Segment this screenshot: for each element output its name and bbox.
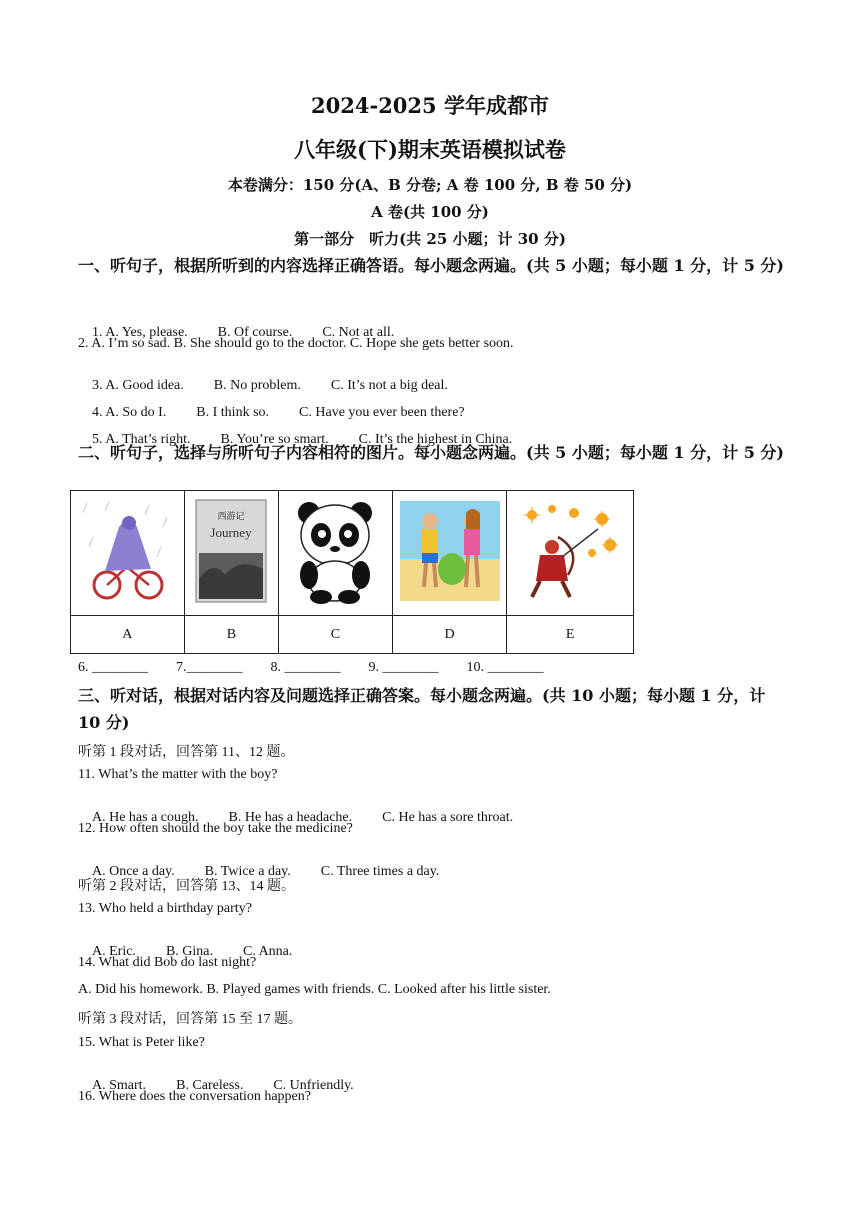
picture-label-e: E — [507, 616, 634, 654]
q3-option-a: 3. A. Good idea. — [92, 378, 184, 393]
picture-a-cell — [71, 491, 185, 616]
question-13: 13. Who held a birthday party? — [78, 901, 252, 916]
q1-option-c: C. Not at all. — [322, 325, 395, 340]
q3-option-c: C. It’s not a big deal. — [330, 378, 448, 393]
score-note: 本卷满分：150 分(A、B 分卷; A 卷 100 分, B 卷 50 分) — [227, 176, 633, 194]
q12-option-c: C. Three times a day. — [320, 864, 440, 879]
q3-option-b: B. No problem. — [213, 378, 301, 393]
q11-option-a: A. He has a cough. — [92, 810, 199, 825]
blank-6[interactable]: 6. ________ — [78, 660, 148, 675]
exam-title: 2024-2025 学年成都市 — [311, 93, 549, 118]
paper-a-heading: A 卷(共 100 分) — [371, 203, 489, 221]
q15-option-b: B. Careless. — [176, 1078, 244, 1093]
question-14: 14. What did Bob do last night? — [78, 955, 257, 970]
section3-heading: 三、听对话，根据对话内容及问题选择正确答案。每小题念两遍。(共 10 小题；每小题 1 分，计 10 分) — [78, 686, 766, 732]
archer-shooting-suns-image — [518, 501, 622, 601]
section1-heading: 一、听句子，根据所听到的内容选择正确答语。每小题念两遍。(共 5 小题；每小题 1 分，计 5 分) — [78, 256, 784, 275]
q13-option-c: C. Anna. — [243, 944, 293, 959]
picture-label-c: C — [279, 616, 392, 654]
question-16: 16. Where does the conversation happen? — [78, 1089, 311, 1104]
book-title-text: 西游记 — [217, 512, 245, 522]
book-cover-image — [195, 499, 267, 603]
question-15: 15. What is Peter like? — [78, 1035, 205, 1050]
blank-7[interactable]: 7.________ — [176, 660, 243, 675]
book-word-text: Journey — [210, 525, 253, 540]
blank-9[interactable]: 9. ________ — [368, 660, 439, 675]
section2-heading: 二、听句子，选择与所听句子内容相符的图片。每小题念两遍。(共 5 小题；每小题 1 分，计 5 分) — [78, 443, 784, 462]
picture-label-b: B — [184, 616, 279, 654]
q1-option-a: 1. A. Yes, please. — [92, 325, 188, 340]
kids-collecting-trash-image — [400, 501, 500, 601]
picture-d-cell — [392, 491, 507, 616]
picture-label-d: D — [392, 616, 507, 654]
q4-option-a: 4. A. So do I. — [92, 405, 167, 420]
picture-b-cell — [184, 491, 279, 616]
question-14-options: A. Did his homework. B. Played games with friends. C. Looked after his little sister. — [78, 982, 551, 997]
exam-subtitle: 八年级(下)期末英语模拟试卷 — [294, 137, 566, 162]
part-one-heading: 第一部分 听力(共 25 小题；计 30 分) — [294, 230, 566, 248]
cyclist-in-rain-image — [79, 497, 175, 605]
q15-option-c: C. Unfriendly. — [273, 1078, 354, 1093]
question-12: 12. How often should the boy take the medicine? — [78, 821, 353, 836]
picture-label-a: A — [71, 616, 185, 654]
picture-e-cell — [507, 491, 634, 616]
q5-option-a: 5. A. That’s right. — [92, 432, 191, 447]
q11-option-c: C. He has a sore throat. — [382, 810, 514, 825]
question-11: 11. What’s the matter with the boy? — [78, 767, 278, 782]
q15-option-a: A. Smart. — [92, 1078, 147, 1093]
q13-option-a: A. Eric. — [92, 944, 136, 959]
q4-option-c: C. Have you ever been there? — [299, 405, 465, 420]
q12-option-a: A. Once a day. — [92, 864, 175, 879]
question-2: 2. A. I’m so sad. B. She should go to the doctor. C. Hope she gets better soon. — [78, 336, 514, 351]
q4-option-b: B. I think so. — [196, 405, 270, 420]
q13-option-b: B. Gina. — [165, 944, 213, 959]
q5-option-b: B. You’re so smart. — [220, 432, 329, 447]
q12-option-b: B. Twice a day. — [204, 864, 291, 879]
blank-8[interactable]: 8. ________ — [270, 660, 341, 675]
dialogue-3-intro: 听第 3 段对话，回答第 15 至 17 题。 — [78, 1012, 302, 1027]
picture-c-cell — [279, 491, 392, 616]
answer-blanks — [78, 660, 572, 676]
q1-option-b: B. Of course. — [217, 325, 293, 340]
panda-toy-image — [293, 497, 377, 605]
q5-option-c: C. It’s the highest in China. — [358, 432, 513, 447]
dialogue-1-intro: 听第 1 段对话，回答第 11、12 题。 — [78, 745, 295, 760]
blank-10[interactable]: 10. ________ — [466, 660, 544, 675]
q11-option-b: B. He has a headache. — [228, 810, 353, 825]
picture-table — [70, 490, 634, 654]
dialogue-2-intro: 听第 2 段对话，回答第 13、14 题。 — [78, 879, 295, 894]
